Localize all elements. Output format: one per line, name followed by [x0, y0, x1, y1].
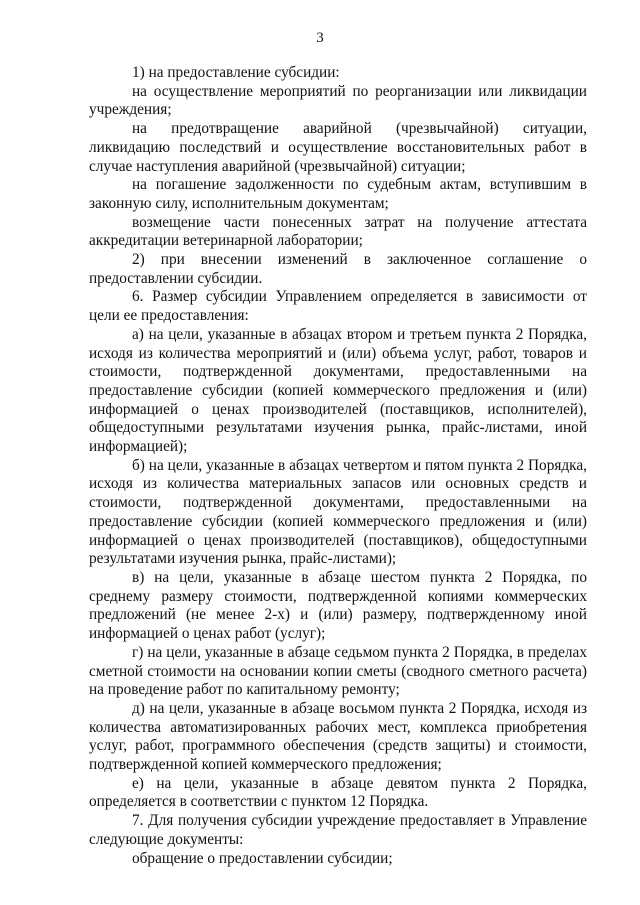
paragraph-subsidy-provision: 1) на предоставление субсидии: [132, 64, 340, 81]
paragraph-item-6: 6. Размер субсидии Управлением определяется в зависимости от цели ее предоставления: [89, 288, 587, 325]
paragraph-request: обращение о предоставлении субсидии; [132, 849, 393, 867]
paragraph-6g: г) на цели, указанные в абзаце седьмом пункта 2 Порядка, в пределах сметной стоимости на основании копии сметы (сводного сметного расчета) на проведение работ по капитальному ремонту; [89, 643, 587, 699]
paragraph-item-7: 7. Для получения субсидии учреждение предоставляет в Управление следующие документы: [89, 812, 587, 848]
document-body [89, 64, 587, 868]
paragraph-accreditation: возмещение части понесенных затрат на получение аттестата аккредитации ветеринарной лаборатории; [89, 213, 587, 250]
paragraph-6b: б) на цели, указанные в абзацах четвертом и пятом пункта 2 Порядка, исходя из количества материальных запасов или основных средств и стоимости, подтвержденной документами, предоставленными на предоставление субсидии (копией коммерческого предложения и (или) информацией о ценах производителей (поставщиков), общедоступными результатами изучения рынка, прайс-листами); [89, 456, 587, 568]
paragraph-agreement-changes: 2) при внесении изменений в заключенное соглашение о предоставлении субсидии. [89, 251, 587, 287]
paragraph-debt-repayment: на погашение задолженности по судебным актам, вступившим в законную силу, исполнительным документам; [89, 176, 587, 212]
paragraph-6e: е) на цели, указанные в абзаце девятом пункта 2 Порядка, определяется в соответствии с пунктом 12 Порядка. [89, 774, 587, 811]
paragraph-6v: в) на цели, указанные в абзаце шестом пункта 2 Порядка, по среднему размеру стоимости, подтвержденной копиями коммерческих предложений (не менее 2-х) и (или) размеру, подтвержденному иной информацией о ценах работ (услуг); [89, 568, 587, 643]
paragraph-reorganization: на осуществление мероприятий по реорганизации или ликвидации учреждения; [89, 82, 587, 119]
paragraph-6d: д) на цели, указанные в абзаце восьмом пункта 2 Порядка, исходя из количества автоматизированных рабочих мест, комплекса приобретения услуг, работ, программного обеспечения (средств защиты) и стоимости, подтвержденной копией коммерческого предложения; [89, 699, 587, 774]
paragraph-6a: а) на цели, указанные в абзацах втором и третьем пункта 2 Порядка, исходя из количества мероприятий и (или) объема услуг, работ, товаров и стоимости, подтвержденной документами, предоставленными на предоставление субсидии (копией коммерческого предложения и (или) информацией о ценах производителей (поставщиков, исполнителей), общедоступными результатами изучения рынка, прайс-листами, иной информацией); [89, 325, 587, 456]
paragraph-emergency: на предотвращение аварийной (чрезвычайной) ситуации, ликвидацию последствий и осуществление восстановительных работ в случае наступления аварийной (чрезвычайной) ситуации; [89, 120, 587, 175]
page-number: 3 [316, 30, 324, 46]
